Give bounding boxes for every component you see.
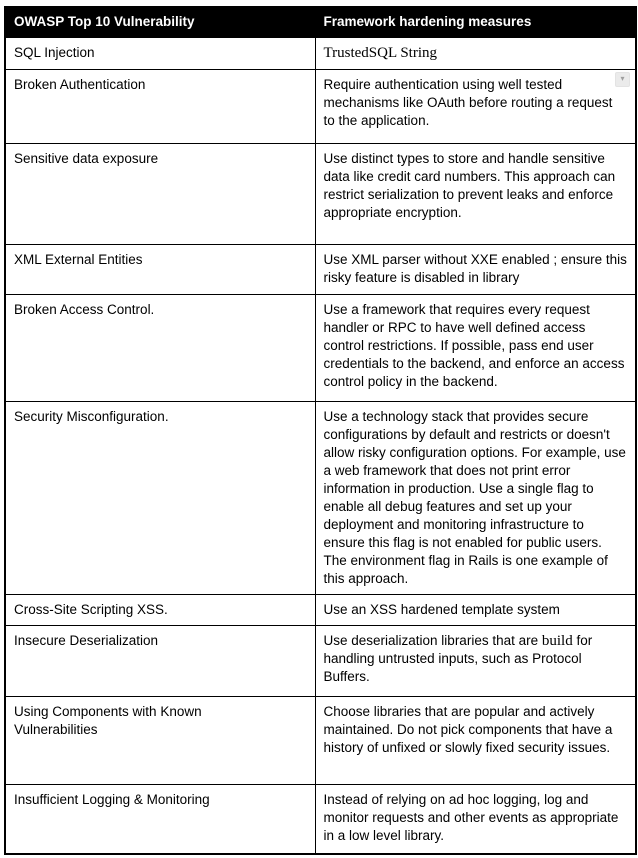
measure-cell: [315, 594, 636, 625]
comment-collapse-icon[interactable]: [615, 72, 630, 87]
vulnerability-cell: Cross-Site Scripting XSS.: [5, 594, 315, 625]
table-row: [5, 784, 636, 854]
column-header-measures: Framework hardening measures: [315, 7, 636, 37]
measure-text: Use an XSS hardened template system: [323, 601, 560, 617]
vulnerability-cell: Insufficient Logging & Monitoring: [5, 784, 315, 854]
triangle-down-icon: ▾: [620, 74, 625, 83]
vulnerability-cell: Broken Access Control.: [5, 294, 315, 401]
vulnerability-cell: Broken Authentication: [5, 69, 315, 143]
vulnerability-cell: Sensitive data exposure: [5, 143, 315, 244]
column-header-vulnerability: OWASP Top 10 Vulnerability: [5, 7, 315, 37]
table-row: [5, 594, 636, 625]
vulnerability-cell: Insecure Deserialization: [5, 625, 315, 696]
measure-cell: [315, 69, 636, 143]
measure-text: Use distinct types to store and handle sensitive data like credit card numbers. This approach can restrict serialization to prevent leaks and enforce appropriate encryption.: [323, 150, 616, 220]
table-row: [5, 69, 636, 143]
measure-cell: [315, 244, 636, 294]
measure-text: Choose libraries that are popular and actively maintained. Do not pick components that have a history of unfixed or slowly fixed security issues.: [323, 703, 613, 755]
measure-text: Use a framework that requires every request handler or RPC to have well defined access control restrictions. If possible, pass end user credentials to the backend, and enforce an access control policy in the backend.: [323, 301, 625, 389]
measure-text: Use XML parser without XXE enabled ; ensure this risky feature is disabled in library: [323, 251, 627, 285]
table-row: [5, 37, 636, 69]
vulnerability-cell: SQL Injection: [5, 37, 315, 69]
owasp-hardening-table: [4, 6, 637, 855]
measure-text: TrustedSQL String: [323, 44, 437, 61]
table-row: [5, 696, 636, 784]
vulnerability-cell: XML External Entities: [5, 244, 315, 294]
table-row: [5, 294, 636, 401]
vulnerability-cell: Using Components with Known Vulnerabilities: [5, 696, 315, 784]
table-row: [5, 244, 636, 294]
measure-text: Use deserialization libraries that are build for handling untrusted inputs, such as Protocol Buffers.: [323, 632, 593, 684]
measure-cell: [315, 625, 636, 696]
measure-text: Instead of relying on ad hoc logging, log and monitor requests and other events as appropriate in a low level library.: [323, 791, 619, 843]
measure-cell: [315, 784, 636, 854]
measure-cell: [315, 143, 636, 244]
measure-text: Require authentication using well tested mechanisms like OAuth before routing a request to the application.: [323, 76, 613, 128]
table-row: [5, 625, 636, 696]
measure-cell: [315, 696, 636, 784]
table-row: [5, 401, 636, 594]
measure-cell: [315, 37, 636, 69]
measure-cell: [315, 294, 636, 401]
measure-cell: [315, 401, 636, 594]
measure-text: Use a technology stack that provides secure configurations by default and restricts or doesn't allow risky configuration options. For example, use a web framework that does not print error information in production. Use a single flag to enable all debug features and set up your deployment and monitoring infrastructure to ensure this flag is not enabled for public users. The environment flag in Rails is one example of this approach.: [323, 408, 626, 586]
vulnerability-cell: Security Misconfiguration.: [5, 401, 315, 594]
table-row: [5, 143, 636, 244]
header-row: [5, 7, 636, 37]
